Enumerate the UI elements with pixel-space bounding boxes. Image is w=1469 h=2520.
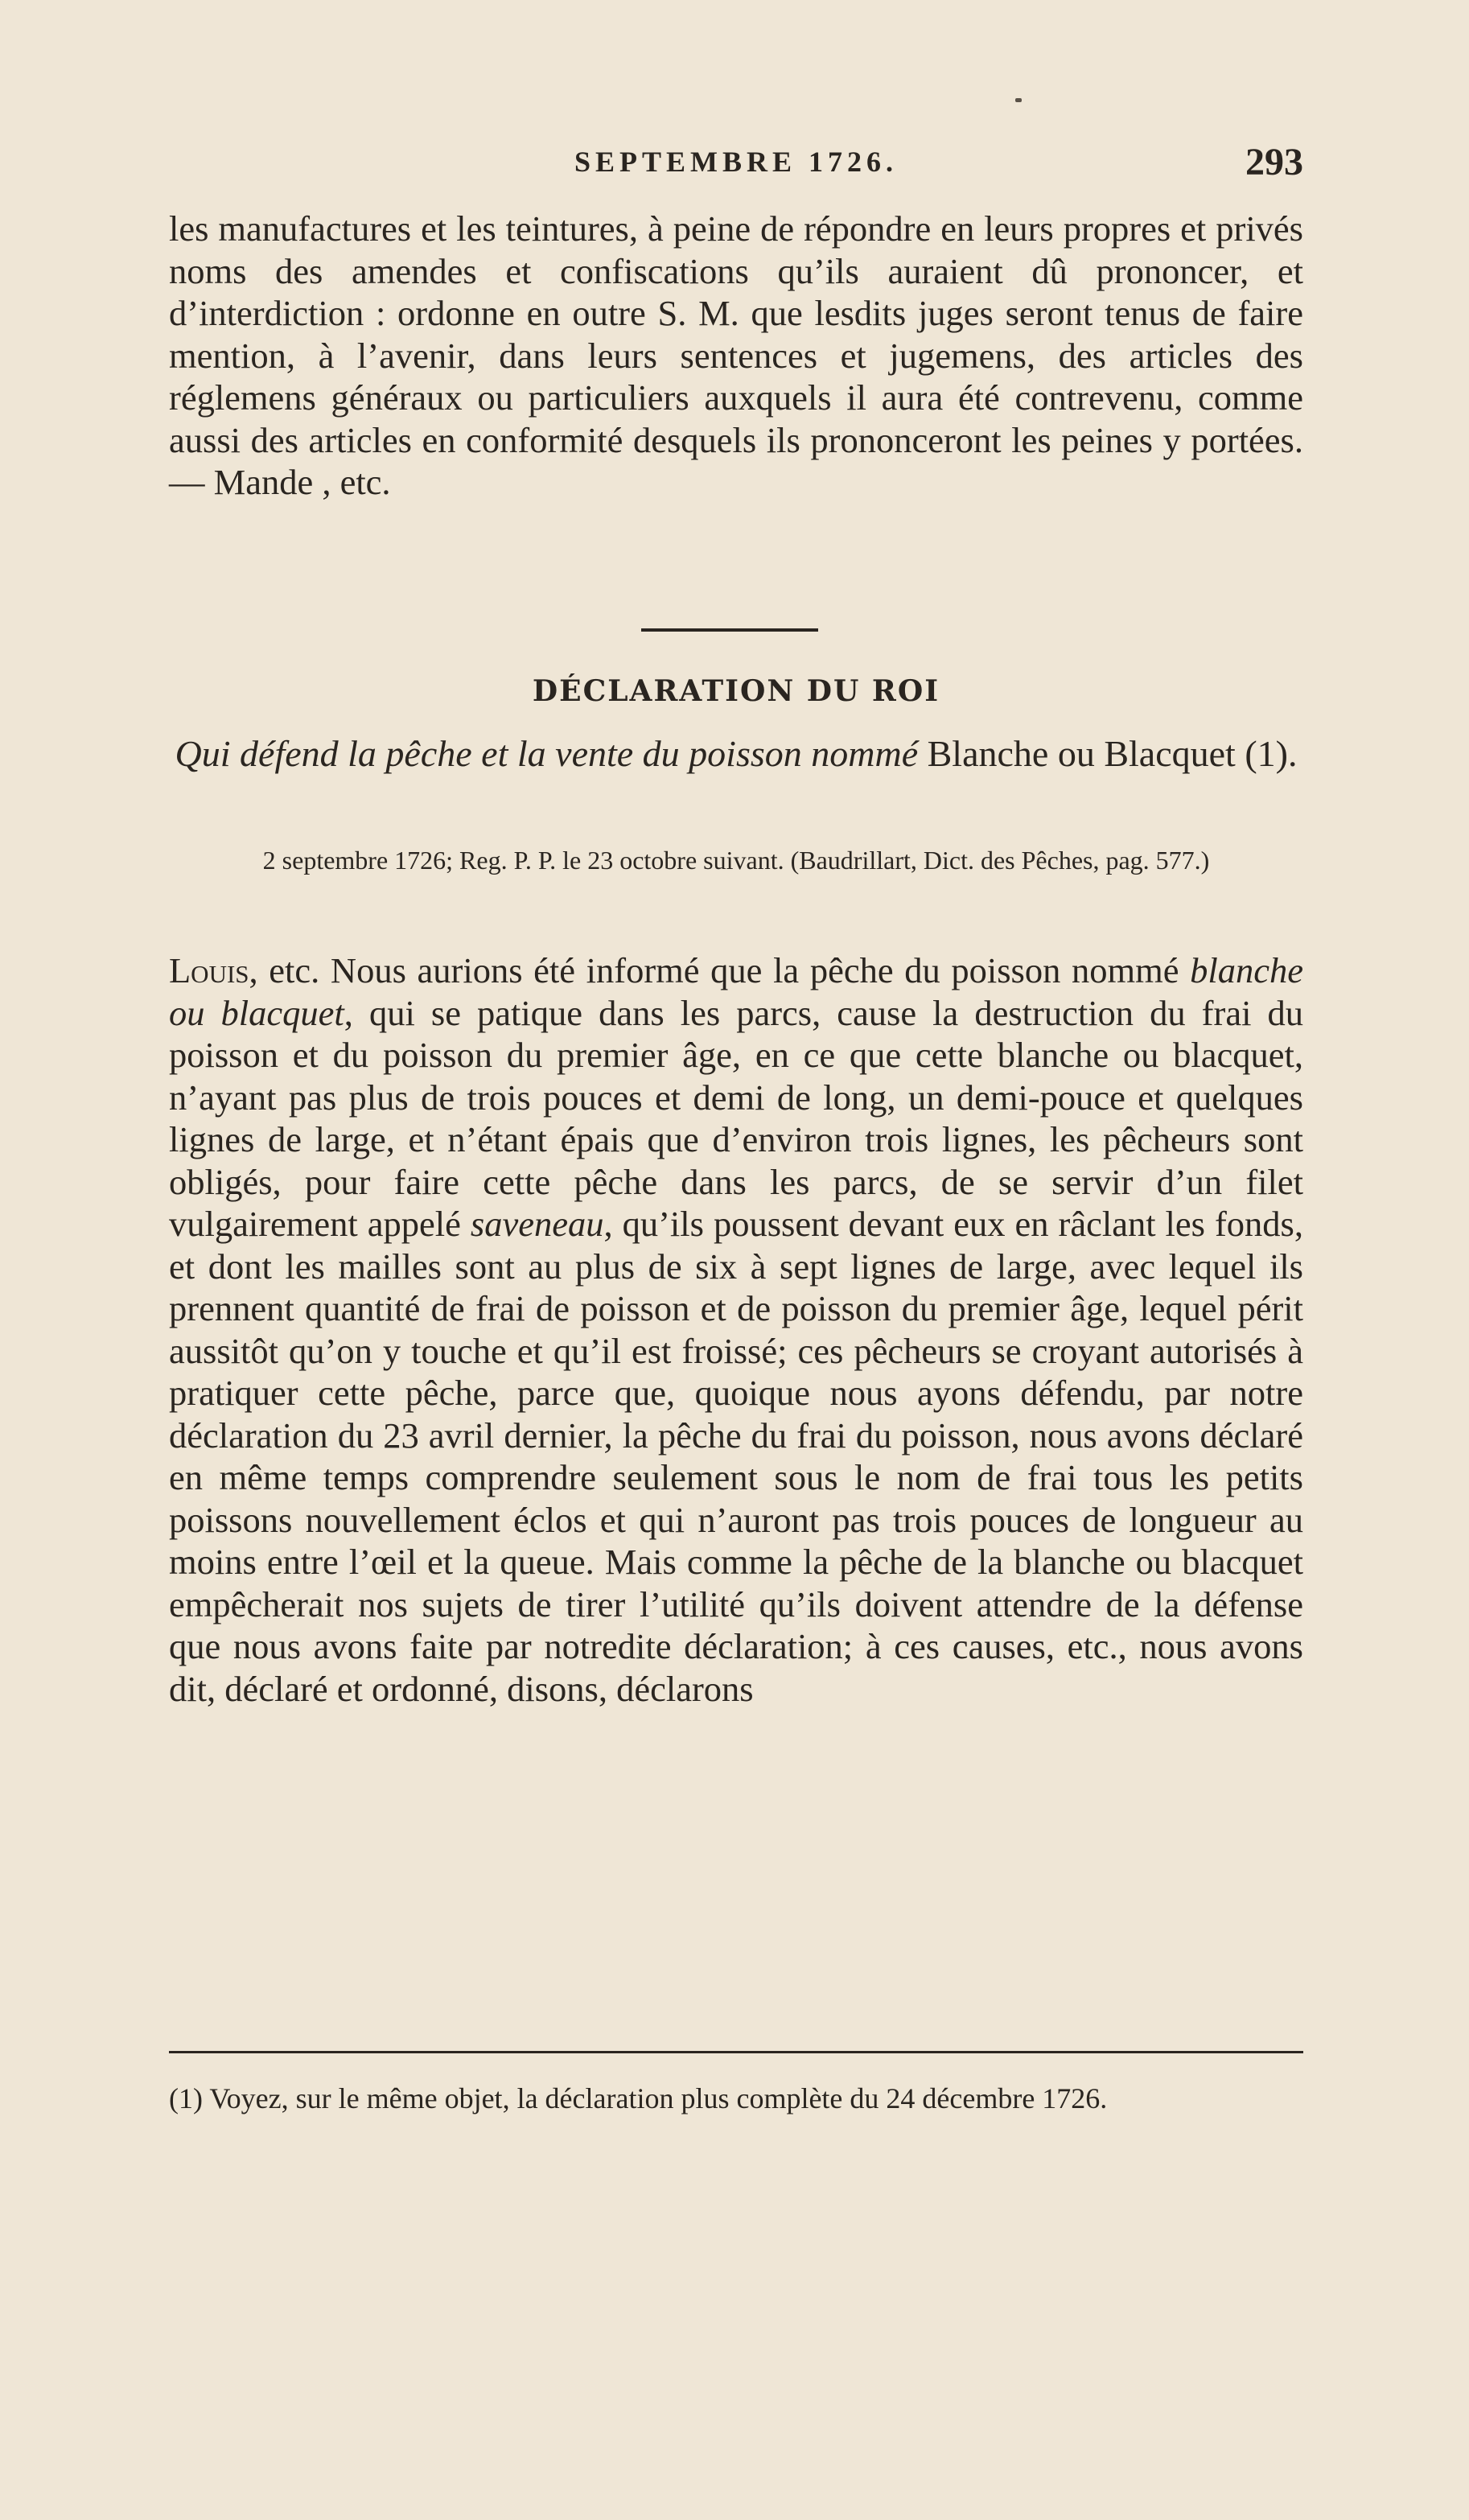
- running-title: SEPTEMBRE 1726.: [574, 146, 899, 178]
- footnote-rule: [169, 2051, 1303, 2053]
- paragraph-part-1: , etc. Nous aurions été informé que la pêche du poisson nommé: [249, 950, 1191, 990]
- page-number: 293: [1245, 141, 1303, 183]
- italic-term-saveneau: saveneau: [470, 1204, 604, 1244]
- page-header: [169, 141, 1303, 193]
- footnote: (1) Voyez, sur le même objet, la déclaration plus complète du 24 décembre 1726.: [169, 2082, 1108, 2114]
- subtitle-italic: Qui défend la pêche et la vente du poisson nommé: [175, 733, 919, 774]
- section-divider: [641, 628, 818, 632]
- subtitle-roman: Blanche ou Blacquet (1).: [927, 733, 1298, 774]
- declaration-title: DÉCLARATION DU ROI: [532, 674, 940, 708]
- declaration-source: 2 septembre 1726; Reg. P. P. le 23 octobre suivant. (Baudrillart, Dict. des Pêches, pag. 577.): [262, 846, 1210, 875]
- declaration-subtitle: [169, 731, 1303, 777]
- continued-paragraph: les manufactures et les teintures, à peine de répondre en leurs propres et privés noms des amendes et confiscations qu’ils auraient dû prononcer, et d’interdiction : ordonne en outre S. M. que lesdits juges seront tenus de faire mention, à l’avenir, dans leurs sentences et jugemens, des articles des réglemens généraux ou particuliers auxquels il aura été contrevenu, comme aussi des articles en conformité desquels ils prononceront les peines y portées. — Mande , etc.: [169, 208, 1303, 502]
- paragraph-part-3: , qu’ils poussent devant eux en râclant les fonds, et dont les mailles sont au plus de six à sept lignes de large, avec lequel ils prennent quantité de frai de poisson et de poisson du premier âge, lequel périt aussitôt qu’on y touche et qu’il est froissé; ces pêcheurs se croyant autorisés à pratiquer cette pêche, parce que, quoique nous ayons défendu, par notre déclaration du 23 avril dernier, la pêche du frai du poisson, nous avons déclaré en même temps comprendre seulement sous le nom de frai tous les petits poissons nouvellement éclos et qui n’auront pas trois pouces de longueur au moins entre l’œil et la queue. Mais comme la pêche de la blanche ou blacquet empêcherait nos sujets de tirer l’utilité qu’ils doivent attendre de la défense que nous avons faite par notredite déclaration; à ces causes, etc., nous avons dit, déclaré et ordonné, disons, déclarons: [169, 1204, 1303, 1709]
- italic-term-blanche: blanche ou blacquet: [169, 950, 1303, 1033]
- main-paragraph: [169, 949, 1303, 1710]
- paragraph-part-2: , qui se patique dans les parcs, cause la destruction du frai du poisson et du poisson du premier âge, en ce que cette blanche ou blacquet, n’ayant pas plus de trois pouces et demi de long, un demi-pouce et quelques lignes de large, et n’étant épais que d’environ trois lignes, les pêcheurs sont obligés, pour faire cette pêche dans les parcs, de se servir d’un filet vulgairement appelé: [169, 992, 1303, 1244]
- ink-speck: [1015, 98, 1022, 102]
- lead-word: Louis: [169, 950, 249, 990]
